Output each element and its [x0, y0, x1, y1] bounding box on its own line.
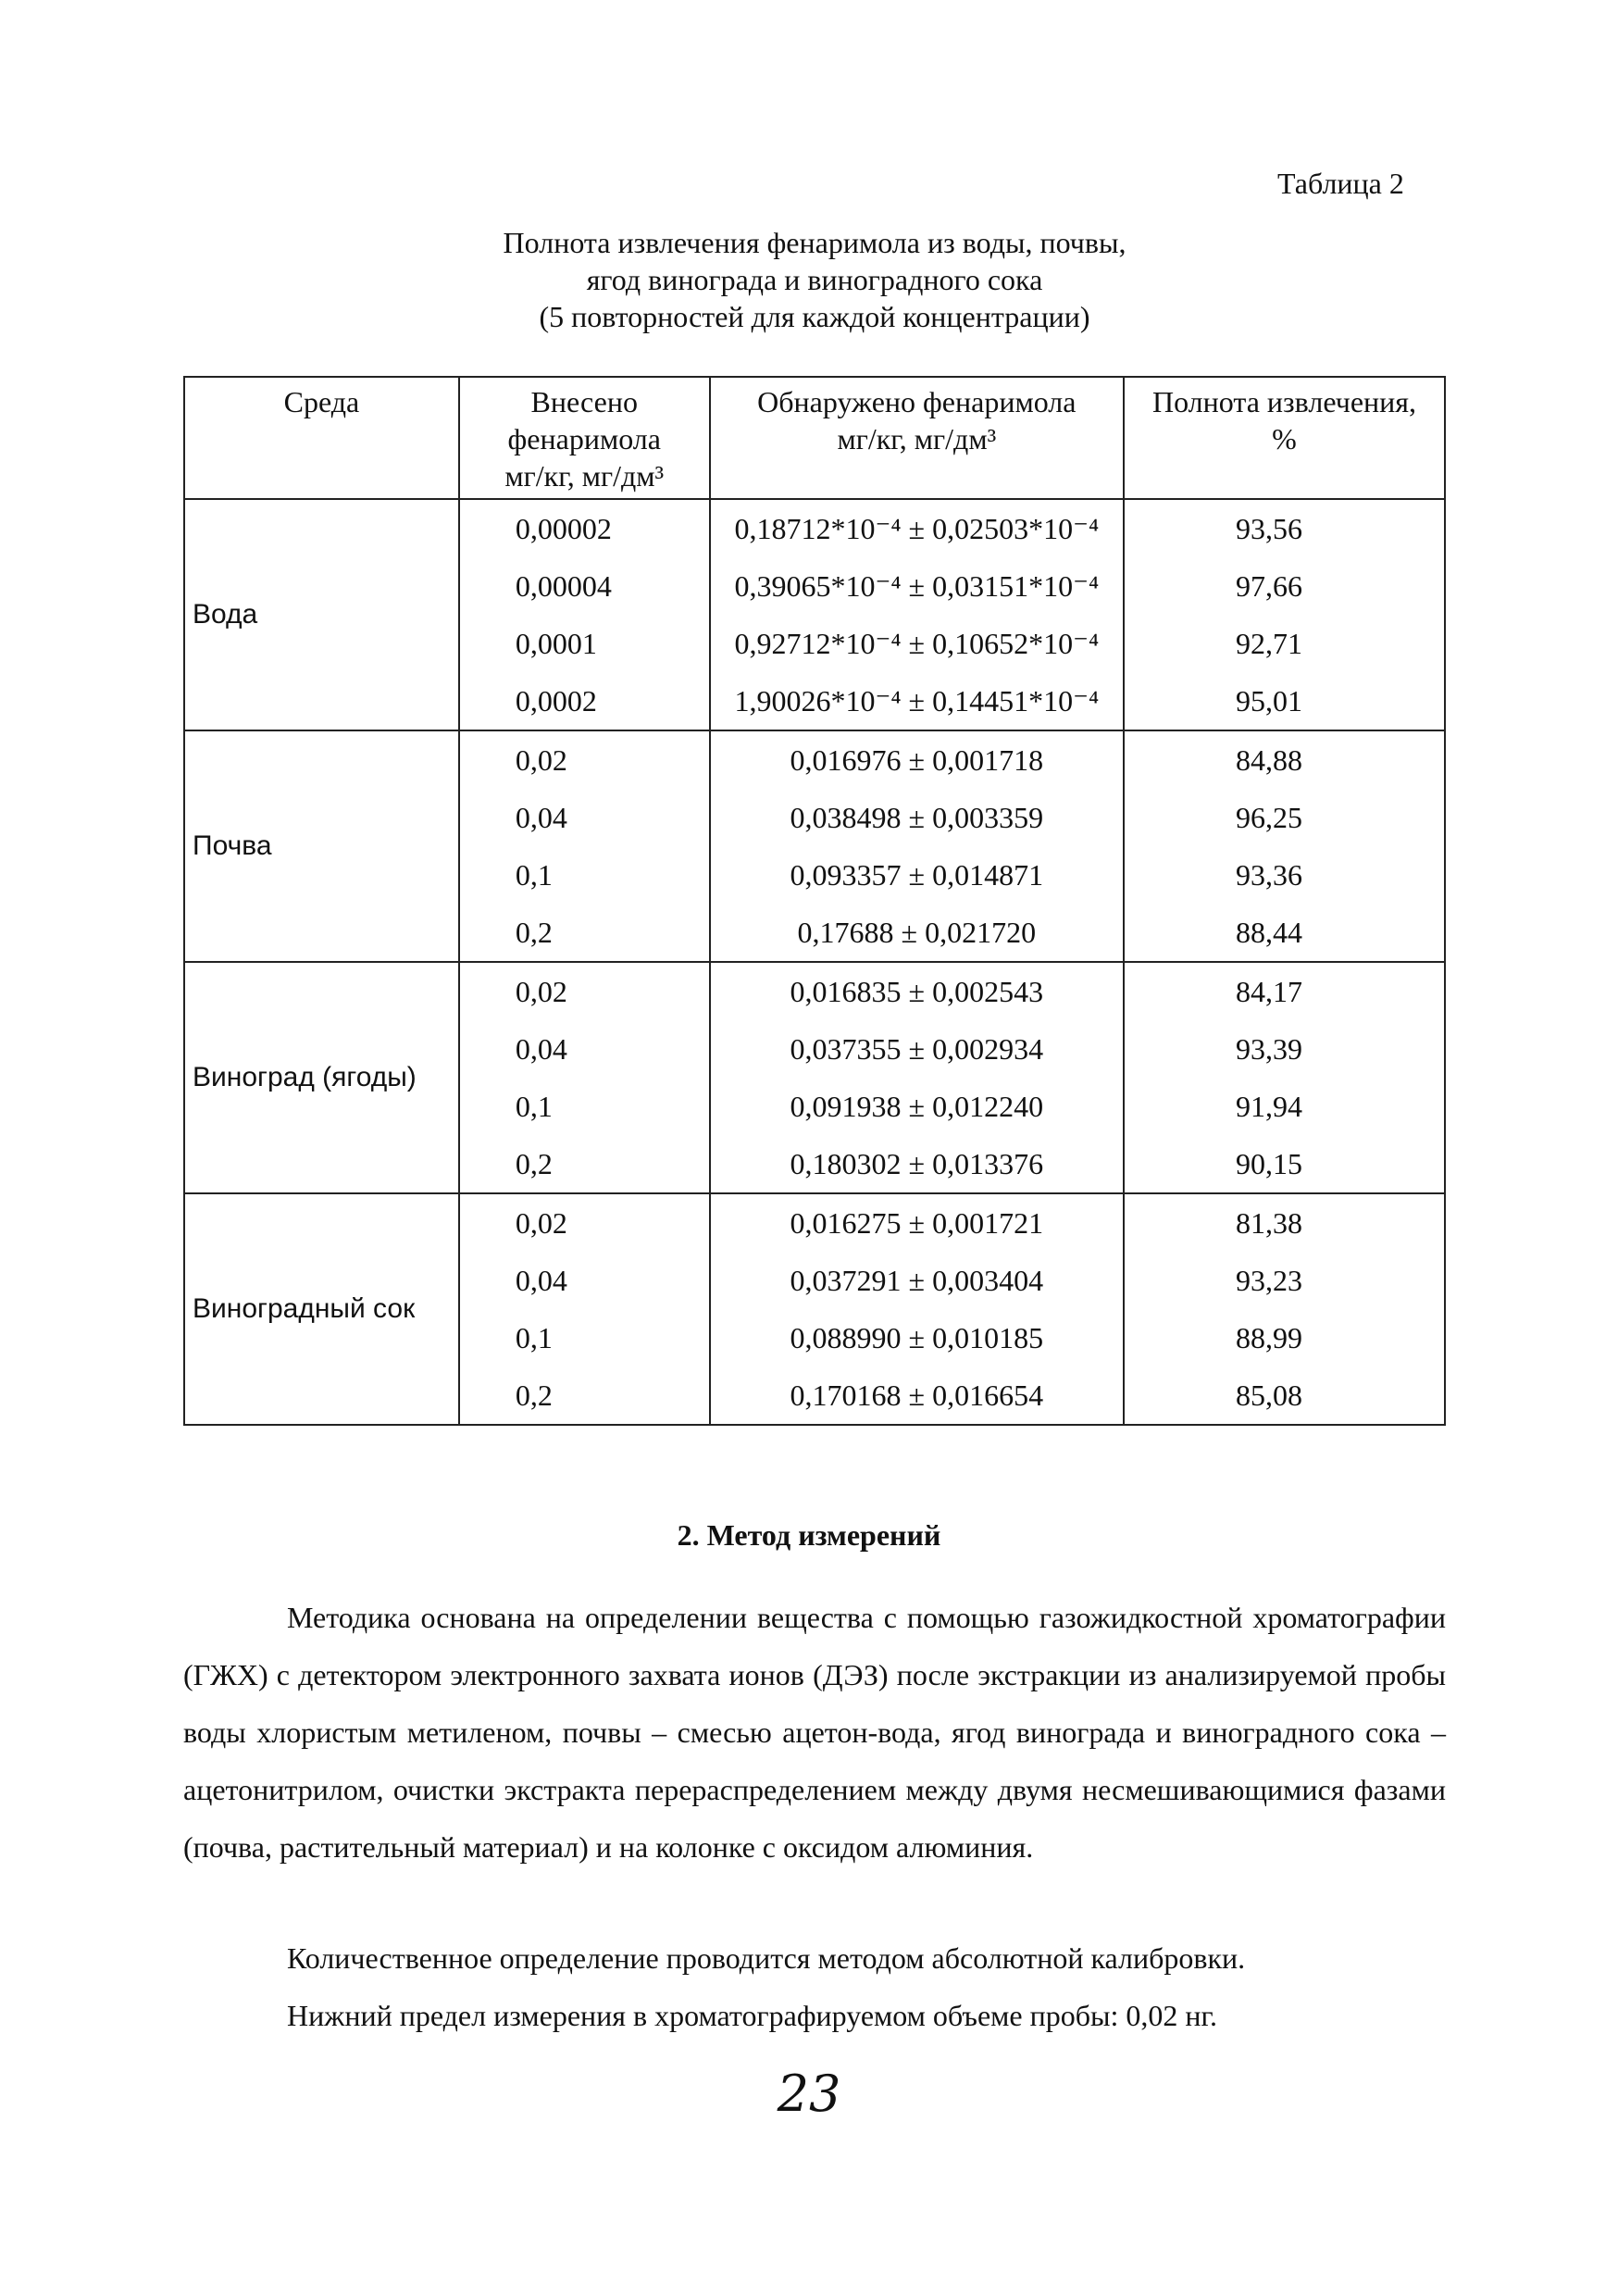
recovery-cell-value: 93,39 — [1235, 1032, 1302, 1066]
found-cell — [710, 962, 1124, 1193]
found-cell — [710, 730, 1124, 962]
added-cell-value: 0,00002 — [515, 512, 612, 545]
recovery-cell-value: 84,17 — [1235, 975, 1302, 1008]
found-cell-value: 0,17688 ± 0,021720 — [797, 916, 1037, 949]
added-cell — [459, 1193, 710, 1425]
paragraph-quantification: Количественное определение проводится методом абсолютной калибровки. — [287, 1941, 1246, 1975]
found-cell-value: 0,170168 ± 0,016654 — [790, 1379, 1044, 1412]
found-cell-value: 0,037291 ± 0,003404 — [790, 1264, 1044, 1297]
recovery-cell-value: 93,36 — [1235, 858, 1302, 892]
table-label: Таблица 2 — [1277, 167, 1404, 200]
added-cell-value: 0,2 — [515, 916, 553, 949]
table-group-row — [184, 499, 1445, 730]
recovery-cell-value: 85,08 — [1235, 1379, 1302, 1412]
recovery-cell-value: 92,71 — [1235, 627, 1302, 660]
found-cell-value: 0,093357 ± 0,014871 — [790, 858, 1044, 892]
medium-cell: Почва — [184, 730, 459, 962]
paragraph-method: Методика основана на определении вещества с помощью газожидкостной хроматографии (ГЖХ) с детектором электронного захвата ионов (ДЭЗ) после экстракции из анализируемой пробы воды хлористым метиленом, почвы – смесью ацетон-вода, ягод винограда и виноградного сока – ацетонитрилом, очистки экстракта перераспределением между двумя несмешивающимися фазами (почва, растительный материал) и на колонке с оксидом алюминия. — [183, 1601, 1446, 1864]
caption-line-1: Полнота извлечения фенаримола из воды, почвы, — [503, 226, 1126, 259]
recovery-cell-value: 93,23 — [1235, 1264, 1302, 1297]
recovery-cell — [1124, 730, 1445, 962]
added-cell-value: 0,0002 — [515, 684, 597, 718]
added-cell-value: 0,00004 — [515, 569, 612, 603]
added-cell-value: 0,1 — [515, 1090, 553, 1123]
found-cell-value: 0,016835 ± 0,002543 — [790, 975, 1044, 1008]
added-cell-value: 0,0001 — [515, 627, 597, 660]
added-cell-value: 0,04 — [515, 801, 567, 834]
found-cell-value: 0,39065*10⁻⁴ ± 0,03151*10⁻⁴ — [734, 569, 1100, 603]
added-cell-value: 0,02 — [515, 975, 567, 1008]
found-cell — [710, 499, 1124, 730]
recovery-cell — [1124, 499, 1445, 730]
recovery-cell-value: 97,66 — [1235, 569, 1302, 603]
recovery-cell-value: 91,94 — [1235, 1090, 1302, 1123]
added-cell — [459, 962, 710, 1193]
table-group-row — [184, 962, 1445, 1193]
recovery-table — [183, 376, 1446, 1426]
recovery-cell — [1124, 1193, 1445, 1425]
added-cell-value: 0,02 — [515, 743, 567, 777]
medium-cell: Виноградный сок — [184, 1193, 459, 1425]
header-recovery: Полнота извлечения, % — [1124, 377, 1445, 499]
found-cell — [710, 1193, 1124, 1425]
table-caption — [278, 224, 1351, 335]
recovery-cell-value: 88,44 — [1235, 916, 1302, 949]
recovery-cell-value: 93,56 — [1235, 512, 1302, 545]
found-cell-value: 0,088990 ± 0,010185 — [790, 1321, 1044, 1354]
added-cell-value: 0,04 — [515, 1032, 567, 1066]
found-cell-value: 0,016976 ± 0,001718 — [790, 743, 1044, 777]
recovery-cell-value: 81,38 — [1235, 1206, 1302, 1240]
added-cell-value: 0,1 — [515, 858, 553, 892]
added-cell-value: 0,02 — [515, 1206, 567, 1240]
found-cell-value: 0,18712*10⁻⁴ ± 0,02503*10⁻⁴ — [734, 512, 1100, 545]
caption-line-2: ягод винограда и виноградного сока — [586, 263, 1043, 296]
paragraph-detection-limit: Нижний предел измерения в хроматографируемом объеме пробы: 0,02 нг. — [287, 1999, 1218, 2032]
added-cell-value: 0,2 — [515, 1379, 553, 1412]
added-cell — [459, 730, 710, 962]
found-cell-value: 0,180302 ± 0,013376 — [790, 1147, 1044, 1180]
header-found: Обнаружено фенаримола мг/кг, мг/дм³ — [710, 377, 1124, 499]
found-cell-value: 1,90026*10⁻⁴ ± 0,14451*10⁻⁴ — [734, 684, 1100, 718]
added-cell-value: 0,04 — [515, 1264, 567, 1297]
table-group-row — [184, 730, 1445, 962]
recovery-cell-value: 88,99 — [1235, 1321, 1302, 1354]
header-medium: Среда — [184, 377, 459, 499]
page-number: 23 — [777, 2065, 841, 2123]
found-cell-value: 0,016275 ± 0,001721 — [790, 1206, 1044, 1240]
header-added: Внесено фенаримола мг/кг, мг/дм³ — [459, 377, 710, 499]
medium-cell: Виноград (ягоды) — [184, 962, 459, 1193]
recovery-cell — [1124, 962, 1445, 1193]
caption-line-3: (5 повторностей для каждой концентрации) — [539, 300, 1090, 333]
found-cell-value: 0,091938 ± 0,012240 — [790, 1090, 1044, 1123]
medium-cell: Вода — [184, 499, 459, 730]
recovery-cell-value: 96,25 — [1235, 801, 1302, 834]
found-cell-value: 0,037355 ± 0,002934 — [790, 1032, 1044, 1066]
table-group-row — [184, 1193, 1445, 1425]
found-cell-value: 0,92712*10⁻⁴ ± 0,10652*10⁻⁴ — [734, 627, 1100, 660]
added-cell — [459, 499, 710, 730]
added-cell-value: 0,1 — [515, 1321, 553, 1354]
recovery-cell-value: 90,15 — [1235, 1147, 1302, 1180]
recovery-cell-value: 84,88 — [1235, 743, 1302, 777]
added-cell-value: 0,2 — [515, 1147, 553, 1180]
table-header-row — [184, 377, 1445, 499]
found-cell-value: 0,038498 ± 0,003359 — [790, 801, 1044, 834]
recovery-cell-value: 95,01 — [1235, 684, 1302, 718]
section-heading: 2. Метод измерений — [677, 1518, 941, 1552]
